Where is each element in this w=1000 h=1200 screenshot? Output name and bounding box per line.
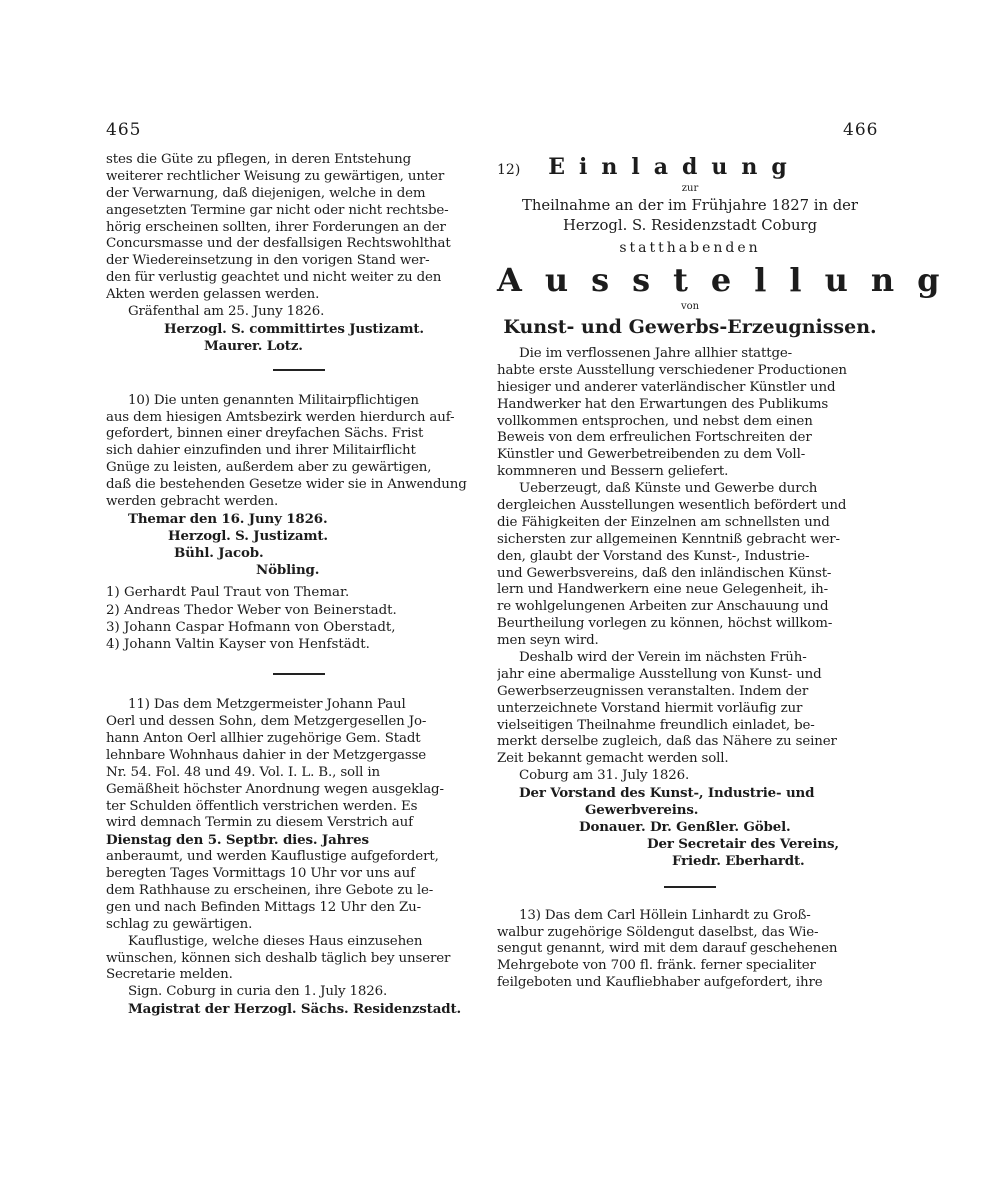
notice-12-number: 12) bbox=[497, 162, 521, 178]
text-line: Ueberzeugt, daß Künste und Gewerbe durch bbox=[519, 481, 818, 497]
notice-10 bbox=[106, 393, 492, 511]
invitation-paragraph-1 bbox=[497, 346, 883, 481]
text-line: gen und nach Befinden Mittags 12 Uhr den Zu- bbox=[106, 899, 421, 915]
board-signature-cont: Gewerbvereins. bbox=[585, 802, 699, 819]
secretary-name: Friedr. Eberhardt. bbox=[672, 852, 805, 869]
page-number-left: 465 bbox=[106, 120, 142, 140]
text-line: Beurtheilung vorlegen zu können, höchst willkom- bbox=[497, 616, 833, 632]
text-line: stes die Güte zu pflegen, in deren Entstehung bbox=[106, 152, 412, 167]
text-line: Dienstag den 5. Septbr. dies. Jahres bbox=[106, 832, 369, 849]
text-line: sengut genannt, wird mit dem darauf geschehenen bbox=[497, 941, 838, 957]
board-signature: Der Vorstand des Kunst-, Industrie- und bbox=[519, 785, 815, 802]
text-line: dem Rathhause zu erscheinen, ihre Gebote zu le- bbox=[106, 883, 434, 899]
intro-signature-names: Maurer. Lotz. bbox=[204, 337, 303, 354]
text-line: Zeit bekannt gemacht werden soll. bbox=[497, 751, 729, 767]
notice-11-signature: Magistrat der Herzogl. Sächs. Residenzstadt. bbox=[128, 1001, 461, 1018]
text-line: wünschen, können sich deshalb täglich bey unserer bbox=[106, 950, 451, 966]
text-line: lern und Handwerkern eine neue Gelegenheit, ih- bbox=[497, 582, 828, 598]
text-line: den, glaubt der Vorstand des Kunst-, Industrie- bbox=[497, 548, 810, 564]
text-line: Oerl und dessen Sohn, dem Metzgergesellen Jo- bbox=[106, 714, 427, 730]
invitation-paragraph-2 bbox=[497, 481, 883, 650]
list-item: 3) Johann Caspar Hofmann von Oberstadt, bbox=[106, 619, 396, 635]
text-line: sich dahier einzufinden und ihrer Militairflicht bbox=[106, 443, 416, 459]
text-line: Gewerbserzeugnissen veranstalten. Indem der bbox=[497, 683, 809, 699]
text-line: hann Anton Oerl allhier zugehörige Gem. Stadt bbox=[106, 731, 421, 747]
invitation-subtitle-2: Herzogl. S. Residenzstadt Coburg bbox=[562, 217, 818, 234]
text-line: den für verlustig geachtet und nicht weiter zu den bbox=[106, 270, 442, 286]
text-line: Kauflustige, welche dieses Haus einzusehen bbox=[128, 933, 423, 949]
text-line: jahr eine abermalige Ausstellung von Kunst- und bbox=[497, 666, 822, 682]
text-line: Mehrgebote von 700 fl. fränk. ferner specialiter bbox=[497, 958, 816, 974]
text-line: habte erste Ausstellung verschiedener Productionen bbox=[497, 362, 847, 378]
right-column bbox=[497, 152, 963, 992]
von-word: von bbox=[680, 301, 700, 312]
text-line: beregten Tages Vormittags 10 Uhr vor uns auf bbox=[106, 866, 415, 882]
text-line: vielseitigen Theilnahme freundlich einladet, be- bbox=[497, 717, 815, 733]
page-number-right: 466 bbox=[843, 120, 879, 140]
text-line: unterzeichnete Vorstand hiermit vorläufig zur bbox=[497, 700, 803, 716]
text-line: Secretarie melden. bbox=[106, 967, 233, 983]
list-item: 2) Andreas Thedor Weber von Beinerstadt. bbox=[106, 602, 397, 618]
intro-paragraph bbox=[106, 152, 492, 304]
text-line: 11) Das dem Metzgermeister Johann Paul bbox=[128, 697, 406, 713]
statthabenden-word: statthabenden bbox=[619, 240, 761, 256]
text-line: der Verwarnung, daß diejenigen, welche in dem bbox=[106, 185, 426, 201]
text-line: 13) Das dem Carl Höllein Linhardt zu Groß- bbox=[519, 907, 811, 923]
text-line: daß die bestehenden Gesetze wider sie in Anwendung bbox=[106, 477, 467, 493]
invitation-title: Einladung bbox=[548, 154, 801, 180]
list-item: 4) Johann Valtin Kayser von Henfstädt. bbox=[106, 637, 370, 653]
invitation-subtitle-1: Theilnahme an der im Frühjahre 1827 in der bbox=[521, 197, 859, 214]
text-line: gefordert, binnen einer dreyfachen Sächs. Frist bbox=[106, 426, 424, 442]
text-line: anberaumt, und werden Kauflustige aufgefordert, bbox=[106, 849, 439, 865]
text-line: lehnbare Wohnhaus dahier in der Metzgergasse bbox=[106, 747, 427, 763]
text-line: men seyn wird. bbox=[497, 633, 599, 649]
text-line: vollkommen entsprochen, und nebst dem einen bbox=[497, 413, 813, 429]
text-line: Künstler und Gewerbetreibenden zu dem Voll- bbox=[497, 447, 806, 463]
text-line: Akten werden gelassen werden. bbox=[106, 287, 320, 303]
text-line: feilgeboten und Kaufliebhaber aufgefordert, ihre bbox=[497, 975, 823, 991]
text-line: wird demnach Termin zu diesem Verstrich auf bbox=[106, 815, 413, 831]
left-column bbox=[106, 152, 492, 1018]
section-divider bbox=[273, 369, 325, 371]
text-line: schlag zu gewärtigen. bbox=[106, 916, 253, 932]
invitation-date: Coburg am 31. July 1826. bbox=[519, 768, 690, 784]
text-line: sichersten zur allgemeinen Kenntniß gebracht wer- bbox=[497, 531, 840, 547]
text-line: re wohlgelungenen Arbeiten zur Anschauung und bbox=[497, 599, 829, 615]
text-line: die Fähigkeiten der Einzelnen am schnellsten und bbox=[497, 514, 830, 530]
invitation-heading bbox=[497, 152, 883, 182]
notice-10-date: Themar den 16. Juny 1826. bbox=[128, 510, 328, 527]
text-line: kommneren und Bessern geliefert. bbox=[497, 464, 729, 480]
text-line: walbur zugehörige Söldengut daselbst, das Wie- bbox=[497, 924, 819, 940]
section-divider bbox=[664, 886, 716, 888]
board-members: Donauer. Dr. Genßler. Göbel. bbox=[579, 818, 791, 835]
text-line: 10) Die unten genannten Militairpflichtigen bbox=[128, 392, 419, 408]
notice-11 bbox=[106, 697, 492, 984]
text-line: Concursmasse und der desfallsigen Rechtswohlthat bbox=[106, 236, 451, 252]
intro-signature-office: Herzogl. S. committirtes Justizamt. bbox=[164, 320, 424, 337]
notice-10-signature-third: Nöbling. bbox=[256, 561, 320, 578]
text-line: werden gebracht werden. bbox=[106, 494, 279, 510]
section-divider bbox=[273, 673, 325, 675]
text-line: hiesiger und anderer vaterländischer Künstler und bbox=[497, 379, 836, 395]
text-line: Handwerker hat den Erwartungen des Publikums bbox=[497, 396, 829, 412]
text-line: der Wiedereinsetzung in den vorigen Stand wer- bbox=[106, 253, 430, 269]
text-line: Beweis von dem erfreulichen Fortschreiten der bbox=[497, 430, 812, 446]
list-item: 1) Gerhardt Paul Traut von Themar. bbox=[106, 585, 350, 601]
intro-date: Gräfenthal am 25. Juny 1826. bbox=[128, 304, 325, 320]
text-line: Die im verflossenen Jahre allhier stattge- bbox=[519, 346, 793, 361]
text-line: Gemäßheit höchster Anordnung wegen ausgeklag- bbox=[106, 781, 444, 797]
text-line: Deshalb wird der Verein im nächsten Früh- bbox=[519, 650, 807, 666]
text-line: und Gewerbsvereins, daß den inländischen Künst- bbox=[497, 565, 832, 581]
notice-11-date: Sign. Coburg in curia den 1. July 1826. bbox=[128, 984, 388, 1000]
text-line: aus dem hiesigen Amtsbezirk werden hierdurch auf- bbox=[106, 409, 455, 425]
conscript-list bbox=[106, 584, 492, 653]
notice-13 bbox=[497, 908, 883, 992]
notice-10-signature-office: Herzogl. S. Justizamt. bbox=[168, 527, 328, 544]
text-line: hörig erscheinen sollten, ihrer Forderungen an der bbox=[106, 219, 446, 235]
text-line: merkt derselbe zugleich, daß das Nähere zu seiner bbox=[497, 734, 837, 750]
secretary-title: Der Secretair des Vereins, bbox=[647, 835, 839, 852]
exhibition-title: Ausstellung bbox=[497, 261, 963, 299]
text-line: dergleichen Ausstellungen wesentlich befördert und bbox=[497, 498, 847, 514]
text-line: weiterer rechtlicher Weisung zu gewärtigen, unter bbox=[106, 168, 445, 184]
text-line: Gnüge zu leisten, außerdem aber zu gewärtigen, bbox=[106, 460, 432, 476]
exhibition-subject: Kunst- und Gewerbs-Erzeugnissen. bbox=[503, 316, 877, 338]
notice-10-signature-names: Bühl. Jacob. bbox=[174, 544, 264, 561]
zur-word: zur bbox=[681, 183, 699, 194]
text-line: ter Schulden öffentlich verstrichen werden. Es bbox=[106, 798, 418, 814]
text-line: angesetzten Termine gar nicht oder nicht rechtsbe- bbox=[106, 202, 449, 218]
invitation-paragraph-3 bbox=[497, 650, 883, 768]
text-line: Nr. 54. Fol. 48 und 49. Vol. I. L. B., soll in bbox=[106, 764, 380, 780]
